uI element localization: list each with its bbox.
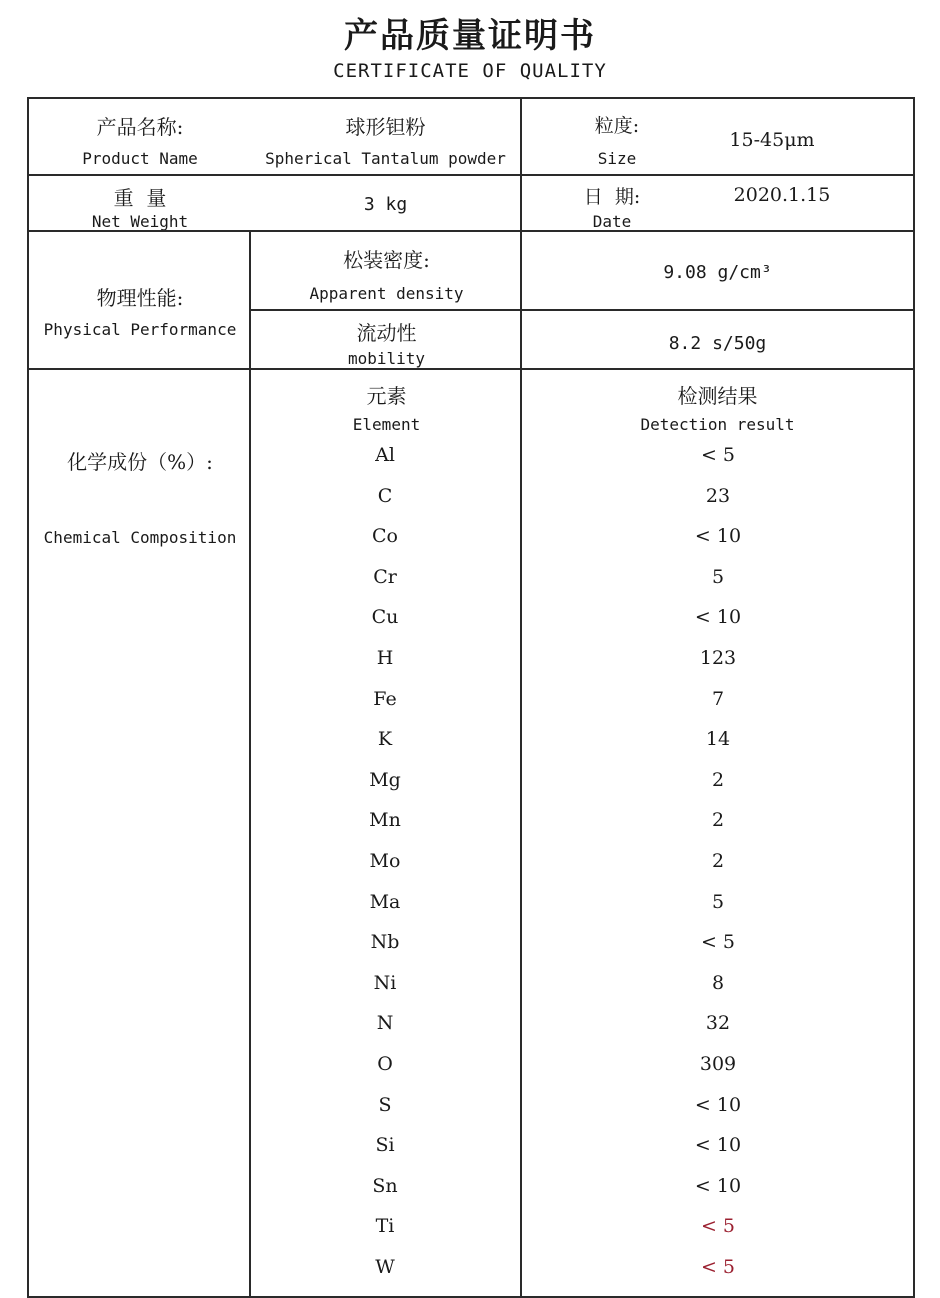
element-cell: W <box>375 1256 395 1278</box>
apparent-density-label-en: Apparent density <box>309 284 464 303</box>
mobility-value: 8.2 s/50g <box>668 333 767 354</box>
element-cell: Fe <box>373 688 397 710</box>
element-cell: O <box>377 1053 393 1075</box>
result-cell: 23 <box>705 485 731 507</box>
date-label-zh: 日 期: <box>583 186 641 208</box>
apparent-density-value: 9.08 g/cm³ <box>663 262 772 283</box>
product-name-value-en: Spherical Tantalum powder <box>265 149 506 168</box>
mobility-label-zh: 流动性 <box>356 321 417 345</box>
product-name-value-zh: 球形钽粉 <box>345 115 426 139</box>
chemical-label-cell <box>27 368 251 1298</box>
net-weight-value-cell <box>249 174 522 232</box>
physical-label-zh: 物理性能: <box>96 286 184 310</box>
element-cell: N <box>376 1012 394 1034</box>
element-column <box>249 368 522 1298</box>
element-cell: Cu <box>371 606 399 628</box>
result-cell: 32 <box>705 1012 731 1034</box>
chemical-label-zh: 化学成份（%）: <box>67 450 213 474</box>
element-cell: Ma <box>369 891 401 913</box>
result-cell: < 10 <box>694 1134 742 1156</box>
mobility-label-en: mobility <box>347 349 426 368</box>
element-cell: Mg <box>369 769 401 791</box>
product-name-label-cell <box>27 97 251 176</box>
size-cell <box>520 97 915 176</box>
size-label-zh: 粒度: <box>594 115 640 137</box>
element-cell: Co <box>372 525 398 547</box>
element-cell: Mn <box>369 809 401 831</box>
date-value: 2020.1.15 <box>733 184 831 206</box>
result-cell: 14 <box>705 728 731 750</box>
element-cell: Al <box>375 444 395 466</box>
element-cell: Ti <box>375 1215 395 1237</box>
document-title-en: CERTIFICATE OF QUALITY <box>333 60 607 82</box>
element-cell: S <box>378 1094 392 1116</box>
product-name-label-en: Product Name <box>82 149 198 168</box>
product-name-label-zh: 产品名称: <box>96 115 184 139</box>
size-label-en: Size <box>597 149 637 168</box>
result-header-zh: 检测结果 <box>677 384 758 408</box>
apparent-density-label-zh: 松装密度: <box>343 248 430 272</box>
result-cell: < 10 <box>694 525 742 547</box>
element-cell: Sn <box>372 1175 398 1197</box>
element-cell: Ni <box>373 972 397 994</box>
element-cell: Nb <box>370 931 400 953</box>
result-cell: < 5 <box>700 1215 736 1237</box>
result-cell: < 5 <box>700 931 736 953</box>
element-header-en: Element <box>352 415 421 434</box>
date-cell <box>520 174 915 232</box>
element-cell: K <box>377 728 393 750</box>
physical-label-cell <box>27 230 251 370</box>
date-label-en: Date <box>592 212 632 231</box>
mobility-value-cell <box>520 309 915 370</box>
result-cell: 2 <box>711 809 725 831</box>
result-cell: < 5 <box>700 1256 736 1278</box>
physical-label-en: Physical Performance <box>43 320 237 339</box>
element-cell: Mo <box>369 850 401 872</box>
result-cell: < 10 <box>694 1175 742 1197</box>
net-weight-label-en: Net Weight <box>91 212 189 231</box>
result-cell: < 10 <box>694 1094 742 1116</box>
result-cell: 309 <box>699 1053 737 1075</box>
product-name-value-cell <box>249 97 522 176</box>
net-weight-label-zh: 重 量 <box>113 186 167 210</box>
result-cell: 7 <box>711 688 725 710</box>
element-header-zh: 元素 <box>366 384 407 408</box>
result-cell: < 5 <box>700 444 736 466</box>
chemical-label-en: Chemical Composition <box>43 528 237 547</box>
document-title-zh: 产品质量证明书 <box>344 16 596 56</box>
element-cell: H <box>376 647 394 669</box>
result-cell: 123 <box>699 647 737 669</box>
result-cell: 5 <box>711 566 725 588</box>
element-cell: Cr <box>373 566 397 588</box>
element-cell: C <box>377 485 393 507</box>
size-value: 15-45μm <box>729 129 815 151</box>
net-weight-label-cell <box>27 174 251 232</box>
result-cell: < 10 <box>694 606 742 628</box>
result-cell: 2 <box>711 850 725 872</box>
result-cell: 8 <box>711 972 725 994</box>
result-header-en: Detection result <box>640 415 795 434</box>
result-cell: 5 <box>711 891 725 913</box>
result-column <box>520 368 915 1298</box>
net-weight-value: 3 kg <box>363 194 408 215</box>
apparent-density-value-cell <box>520 230 915 311</box>
element-cell: Si <box>375 1134 395 1156</box>
apparent-density-label-cell <box>249 230 522 311</box>
mobility-label-cell <box>249 309 522 370</box>
result-cell: 2 <box>711 769 725 791</box>
